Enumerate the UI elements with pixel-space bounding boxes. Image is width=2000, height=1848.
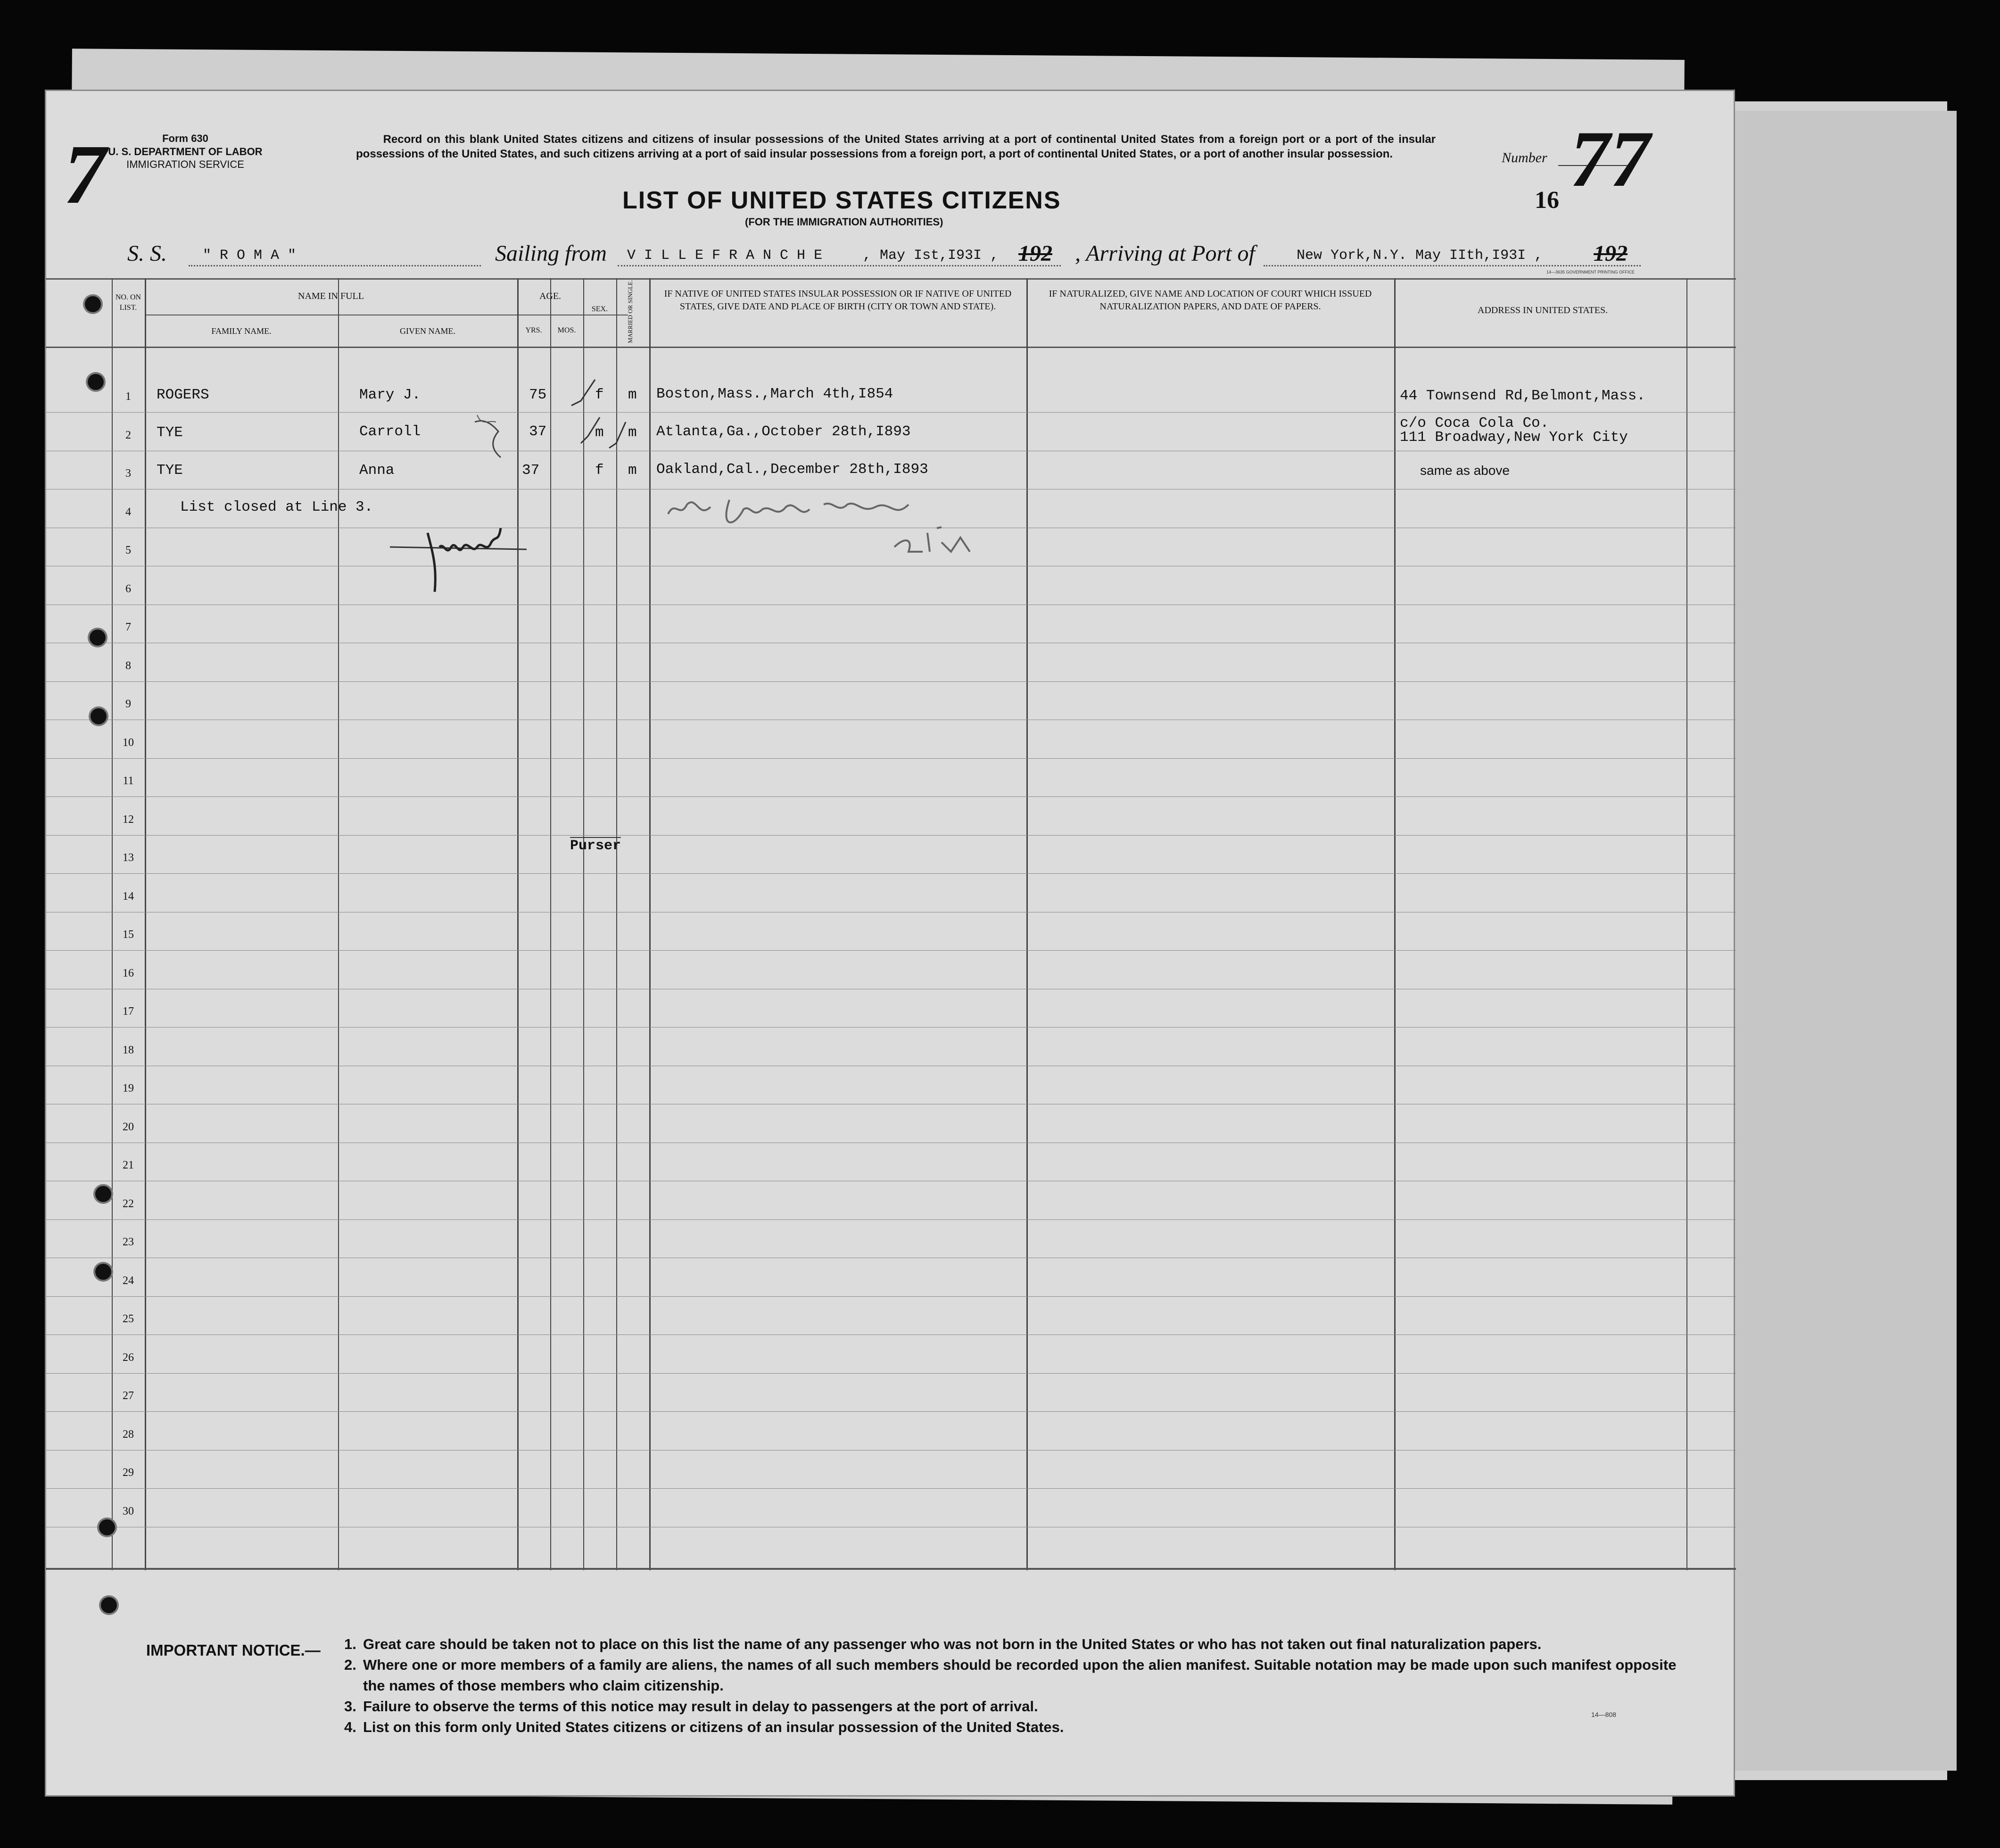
- header-birth: IF NATIVE OF UNITED STATES INSULAR POSSESSION OR IF NATIVE OF UNITED STATES, GIVE DATE AND PLACE OF BIRTH (CITY OR TOWN AND STATE).: [664, 289, 1012, 312]
- binder-hole: [95, 1186, 111, 1202]
- address-cell: same as above: [1420, 463, 1510, 478]
- row-number: 5: [125, 544, 131, 556]
- col-divider: [550, 278, 551, 1570]
- sex-cell: f: [595, 462, 604, 479]
- manifest-table: [46, 278, 1736, 1570]
- address-cell: 44 Townsend Rd,Belmont,Mass.: [1400, 388, 1645, 404]
- binder-hole: [99, 1519, 115, 1535]
- col-divider: [1026, 278, 1028, 1570]
- birth-cell: Atlanta,Ga.,October 28th,I893: [656, 423, 911, 440]
- binder-hole: [91, 708, 107, 724]
- arrival-line: [1264, 265, 1641, 266]
- form-number-big: 7: [64, 127, 106, 221]
- sex-cell: m: [595, 424, 604, 441]
- row-number: 7: [125, 621, 131, 633]
- checkmark-marks: [562, 377, 647, 486]
- record-instructions: Record on this blank United States citizens and citizens of insular possessions of the United States arriving at a port of continental United States from a foreign port or a port of the insular possessions of the United States, and such citizens arriving at a port of said insular possessions from a foreign port, a port of continental United States, or a port of another insular possession.: [356, 133, 1436, 161]
- sex-cell: f: [595, 387, 604, 403]
- binder-hole: [88, 374, 104, 390]
- row-number: 19: [123, 1082, 134, 1094]
- row-line: [46, 681, 1736, 682]
- row-line: [46, 950, 1736, 951]
- service-name: IMMIGRATION SERVICE: [126, 158, 244, 170]
- row-number: 9: [125, 698, 131, 710]
- col-divider: [112, 278, 113, 1570]
- list-closed-note: List closed at Line 3.: [180, 499, 373, 515]
- header-no: NO. ON LIST.: [115, 293, 141, 312]
- notice-heading: IMPORTANT NOTICE.—: [146, 1641, 321, 1659]
- row-number: 22: [123, 1197, 134, 1210]
- notice-item-number: 2.: [344, 1657, 356, 1674]
- number-value: 77: [1570, 115, 1650, 203]
- printed-arrival-year: 192: [1594, 241, 1628, 266]
- notice-code: 14—808: [1591, 1711, 1616, 1718]
- page-title: LIST OF UNITED STATES CITIZENS: [622, 187, 1061, 214]
- address-cell: c/o Coca Cola Co.: [1400, 415, 1549, 431]
- col-divider: [338, 278, 339, 1570]
- sailing-from: V I L L E F R A N C H E: [627, 248, 823, 264]
- row-number: 24: [123, 1274, 134, 1287]
- purser-signature: [385, 514, 531, 594]
- arriving-label: , Arriving at Port of: [1075, 241, 1255, 266]
- col-divider: [1394, 278, 1396, 1570]
- notice-item: [344, 1696, 1702, 1717]
- inspector-handwriting: [659, 486, 989, 571]
- given-name-cell: Mary J.: [359, 387, 421, 403]
- page-number: 16: [1535, 187, 1559, 214]
- purser-label: Purser: [570, 838, 621, 854]
- binder-hole: [85, 296, 101, 312]
- age-cell: 37: [529, 423, 547, 440]
- notice-item-number: 3.: [344, 1698, 356, 1715]
- notice-item-text: Where one or more members of a family are aliens, the names of all such members should be recorded upon the alien manifest. Suitable notation may be made upon such manifest opposite the names of those members who claim citizenship.: [363, 1657, 1677, 1694]
- row-number: 29: [123, 1467, 134, 1479]
- row-number: 16: [123, 967, 134, 979]
- row-line: [46, 758, 1736, 759]
- header-age: AGE.: [539, 291, 562, 301]
- notice-item-number: 1.: [344, 1636, 356, 1652]
- row-number: 13: [123, 852, 134, 864]
- row-line: [46, 796, 1736, 797]
- col-divider: [1686, 278, 1687, 1570]
- col-divider: [649, 278, 651, 1570]
- sailing-date: , May Ist,I93I ,: [863, 248, 999, 264]
- row-number: 14: [123, 890, 134, 903]
- row-line: [46, 1488, 1736, 1489]
- row-number: 10: [123, 736, 134, 749]
- row-number: 20: [123, 1120, 134, 1133]
- marital-cell: m: [628, 462, 637, 479]
- family-name-cell: TYE: [157, 424, 183, 441]
- header-yrs: YRS.: [525, 326, 542, 334]
- row-number: 4: [125, 506, 131, 518]
- given-name-cell: Carroll: [359, 423, 421, 440]
- row-number: 1: [125, 390, 131, 403]
- sailing-label: Sailing from: [495, 241, 607, 266]
- row-line: [46, 1334, 1736, 1335]
- notice-item-text: List on this form only United States citizens or citizens of an insular possession of the United States.: [363, 1719, 1064, 1736]
- row-number: 26: [123, 1351, 134, 1364]
- row-line: [46, 1373, 1736, 1374]
- department-block: [107, 132, 263, 171]
- row-line: [46, 873, 1736, 874]
- family-name-cell: ROGERS: [157, 387, 209, 403]
- ship-name-line: [189, 265, 481, 266]
- page-subtitle: (FOR THE IMMIGRATION AUTHORITIES): [745, 216, 943, 228]
- row-number: 8: [125, 659, 131, 672]
- col-divider: [145, 278, 146, 1570]
- age-cell: 75: [529, 387, 547, 403]
- row-number: 30: [123, 1505, 134, 1517]
- ss-label: S. S.: [127, 241, 167, 266]
- header-given-name: GIVEN NAME.: [400, 326, 455, 336]
- header-bottom-border: [46, 347, 1736, 348]
- sailing-line: [618, 265, 1061, 266]
- notice-item: [344, 1717, 1702, 1738]
- notice-item-number: 4.: [344, 1719, 356, 1736]
- background-sheet: [1726, 111, 1957, 1771]
- printed-year: 192: [1018, 241, 1052, 266]
- binder-hole: [101, 1597, 117, 1613]
- notice-items: [344, 1634, 1702, 1738]
- arrival-port: New York,N.Y. May IIth,I93I ,: [1297, 248, 1543, 264]
- handwritten-bracket: [472, 413, 529, 464]
- row-number: 27: [123, 1390, 134, 1402]
- col-divider: [517, 278, 519, 1570]
- notice-item: [344, 1634, 1702, 1655]
- ship-name: " R O M A ": [203, 248, 297, 264]
- table-top-border: [46, 278, 1736, 280]
- row-line: [46, 835, 1736, 836]
- row-number: 28: [123, 1428, 134, 1441]
- header-family-name: FAMILY NAME.: [211, 326, 272, 336]
- header-sex: SEX.: [591, 305, 608, 313]
- header-mos: MOS.: [557, 326, 576, 334]
- header-naturalized: IF NATURALIZED, GIVE NAME AND LOCATION OF COURT WHICH ISSUED NATURALIZATION PAPERS, AND DATE OF PAPERS.: [1049, 289, 1372, 312]
- row-number: 6: [125, 582, 131, 595]
- row-line: [46, 1296, 1736, 1297]
- row-number: 12: [123, 813, 134, 826]
- row-number: 21: [123, 1159, 134, 1171]
- row-number: 11: [123, 775, 134, 787]
- address-cell: 111 Broadway,New York City: [1400, 429, 1628, 446]
- row-number: 23: [123, 1236, 134, 1248]
- row-number: 17: [123, 1005, 134, 1018]
- header-married: MARRIED OR SINGLE.: [627, 280, 634, 343]
- birth-cell: Oakland,Cal.,December 28th,I893: [656, 461, 928, 478]
- family-name-cell: TYE: [157, 462, 183, 479]
- row-number: 15: [123, 928, 134, 941]
- row-line: [46, 1027, 1736, 1028]
- row-number: 2: [125, 429, 131, 441]
- marital-cell: m: [628, 424, 637, 441]
- row-number: 25: [123, 1313, 134, 1325]
- row-number: 18: [123, 1044, 134, 1056]
- age-cell: 37: [522, 462, 540, 479]
- header-name-in-full: NAME IN FULL: [298, 291, 364, 301]
- gpo-mark: 14—3635 GOVERNMENT PRINTING OFFICE: [1546, 270, 1635, 274]
- given-name-cell: Anna: [359, 462, 395, 479]
- notice-item-text: Failure to observe the terms of this notice may result in delay to passengers at the port of arrival.: [363, 1698, 1038, 1715]
- form-label: Form 630: [162, 133, 208, 144]
- row-line: [46, 1219, 1736, 1220]
- form-number-block: [57, 127, 113, 221]
- department-name: U. S. DEPARTMENT OF LABOR: [108, 145, 263, 157]
- birth-cell: Boston,Mass.,March 4th,I854: [656, 386, 893, 402]
- row-number: 3: [125, 467, 131, 480]
- row-line: [46, 412, 1736, 413]
- notice-item-text: Great care should be taken not to place on this list the name of any passenger who was not born in the United States or who has not taken out final naturalization papers.: [363, 1636, 1542, 1652]
- number-label: Number: [1502, 150, 1547, 166]
- notice-item: [344, 1655, 1702, 1696]
- binder-hole: [90, 630, 106, 646]
- header-address: ADDRESS IN UNITED STATES.: [1477, 305, 1608, 315]
- binder-hole: [95, 1264, 111, 1280]
- row-line: [46, 1411, 1736, 1412]
- marital-cell: m: [628, 387, 637, 403]
- table-bottom-border: [46, 1568, 1736, 1570]
